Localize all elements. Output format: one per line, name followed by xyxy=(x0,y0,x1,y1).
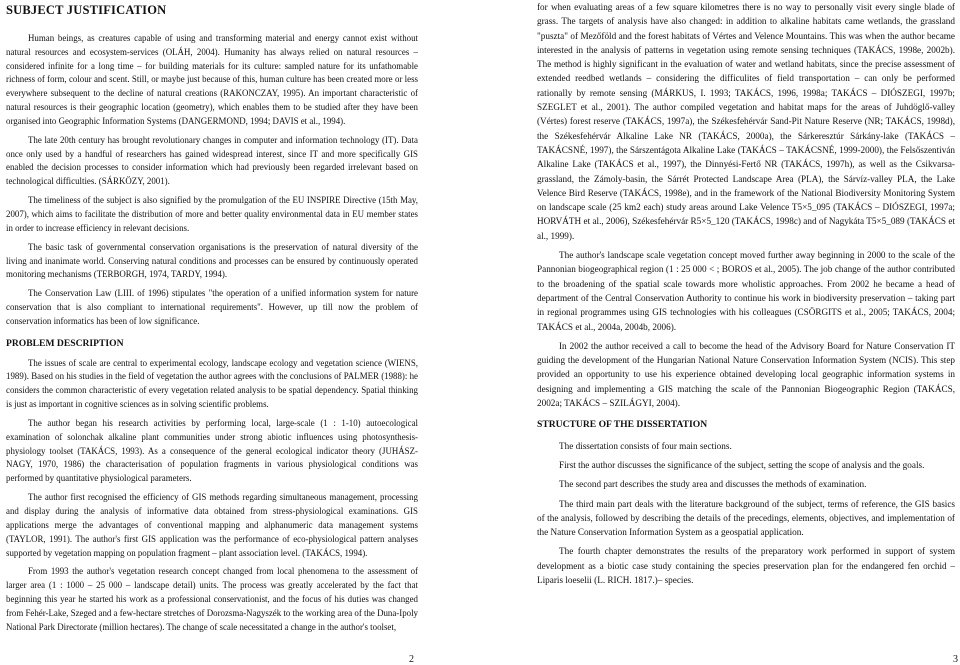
paragraph: The timeliness of the subject is also signified by the promulgation of the EU INSPIRE Directive (15th May, 2007), which aims to facilitate the distribution of more and better quality environmental data in EU member states in order to increase efficiency in relevant decisions. xyxy=(6,195,418,233)
section-heading-structure-of-dissertation: STRUCTURE OF THE DISSERTATION xyxy=(537,419,708,431)
paragraph: The basic task of governmental conservation organisations is the preservation of natural diversity of the living and inanimate world. Conserving natural conditions and processes can be ensured by continuously operated monitoring mechanisms (TERBORGH, 1974, TARDY, 1994). xyxy=(6,241,418,280)
section-heading-problem-description: PROBLEM DESCRIPTION xyxy=(6,337,124,349)
paragraph: The third main part deals with the literature background of the subject, terms of reference, the GIS basics of the analysis, followed by describing the details of the precedings, elements, objectives, and implementation of the Nature Conservation Information System as a geospatial application. xyxy=(537,498,955,538)
paragraph: The author first recognised the efficiency of GIS methods regarding simultaneous management, processing and display during the analysis of informative data obtained from stress-physiological examinations. GIS applications merge the advantages of conventional mapping and alphanumeric data management systems (TAYLOR, 1991). The author's first GIS application was the performance of eco-physiological pattern analyses supported by vegetation mapping on population fragment – plant association level. (TAKÁCS, 1994). xyxy=(6,492,418,558)
right-page-column xyxy=(537,0,955,592)
paragraph: The issues of scale are central to experimental ecology, landscape ecology and vegetation science (WIENS, 1989). Based on his studies in the field of vegetation the author agrees with the conclusions of PALMER (1988): he considers the common characteristic of every vegetation related analysis to be spatial dependency. Spatial thinking is just as important in cognitive sciences as in solving scientific problems. xyxy=(6,357,418,410)
paragraph: The fourth chapter demonstrates the results of the preparatory work performed in support of system development as a biotic case study containing the species preservation plan for the endangered fen orchid –Liparis loeselii (L. RICH. 1817.)– species. xyxy=(537,546,955,585)
paragraph: The late 20th century has brought revolutionary changes in computer and information technology (IT). Data once only used by a handful of researchers has gained widespread interest, since IT and more specifically GIS enabled the decision processes to consider information which had previously been regarded irrelevant based on technological difficulties. (SÁRKÖZY, 2001). xyxy=(6,134,418,187)
paragraph: The dissertation consists of four main sections. xyxy=(559,440,732,451)
paragraph: for when evaluating areas of a few square kilometres there is no way to personally visit every single blade of grass. The targets of analysis have also changed: in addition to alkaline habitats came wetlands, the grassland "puszta" of Mezőföld and the forest habitats of Vértes and Velence Mountains. This was when the author became interested in the analysis of patterns in vegetation using remote sensing techniques (TAKÁCS, 1998e, 2002b). The method is highly significant in the evaluation of water and wetland habitats, since the precise assessment of extended reedbed wetlands – considering the difficulites of field transportation – can only be performed rationally by remote sensing (MÁRKUS, I. 1993; TAKÁCS, 1996, 1998a; TAKÁCS – DIÓSZEGI, 1997b; SZEGLET et al., 2001). The author compiled vegetation and habitat maps for the areas of Juhdöglő-valley (Vértes) forest reserve (TAKÁCS, 1997a), the Székesfehérvár Sand-Pit Nature Reserve (NR; TAKÁCS, 1998d), the Székesfehérvár Alkaline Lake NR (TAKÁCS, 2000a), the Sárkeresztúr Sárkány-lake (TAKÁCS – TAKÁCSNÉ, 1997), the Sárszentágota Alkaline Lake (TAKÁCS – TAKÁCSNÉ, 1999-2000), the Felsőszentiván Alkaline Lake (TAKÁCS et al., 1997), the Dinnyési-Fertő NR (TAKÁCS, 1997h), as well as the Csikvarsa-grassland, the Zámoly-basin, the Sárrét Protected Landscape Area (PLA), the Sárvíz-valley PLA, the Lake Velence Bird Reserve (TAKÁCS, 1998e), and in the framework of the National Biodiversity Monitoring System on landscape scale (25 km2 each) study areas around Lake Velence T5×5_095 (TAKÁCS – DIÓSZEGI, 1997a; HORVÁTH et al., 2006), Székesfehérvár R5×5_120 (TAKÁCS, 1998c) and of Nagykáta T5×5_089 (TAKÁCS et al., 1999). xyxy=(537,2,955,241)
page-number-left: 2 xyxy=(409,654,414,665)
page-number-right: 3 xyxy=(953,654,958,665)
paragraph: The Conservation Law (LIII. of 1996) stipulates "the operation of a unified information system for nature conservation that is also compliant to international requirements". However, up till now the problem of conservation informatics has been of low significance. xyxy=(6,288,418,326)
section-heading-subject-justification: SUBJECT JUSTIFICATION xyxy=(6,3,167,17)
paragraph: First the author discusses the significance of the subject, setting the scope of analysis and the goals. xyxy=(559,459,925,470)
paragraph: In 2002 the author received a call to become the head of the Advisory Board for Nature Conservation IT guiding the development of the Hungarian National Nature Conservation Information System (NCIS). This step provided an opportunity to use his experience obtained developing local geographic information systems in designing and implementing a GIS matching the scale of the Pannonian Biogeographic Region (TAKÁCS, 2002a; TAKÁCS – SZILÁGYI, 2004). xyxy=(537,340,955,409)
paragraph: The author began his research activities by performing local, large-scale (1 : 1-10) autoecological examination of solonchak alkaline plant communities under strong abiotic influences using photosynthesis-physiology toolset (TAKÁCS, 1993). As a consequence of the general ecological indicator theory (JUHÁSZ-NAGY, 1970, 1986) the characterisation of population fragments in various physiological conditions was performed by quantitative physiological parameters. xyxy=(6,417,418,484)
left-page-column xyxy=(6,0,418,640)
paragraph: The second part describes the study area and discusses the methods of examination. xyxy=(559,479,867,490)
paragraph: From 1993 the author's vegetation research concept changed from local phenomena to the assessment of larger area (1 : 1000 – 25 000 – landscape detail) units. The process was greatly accelerated by the fact that beginning this year he started his work as a professional conservationist, and the focus of his duties was changed from Fehér-Lake, Szeged and a few-hectare stretches of Dorozsma-Nagyszék to the working area of the Duna-Ipoly National Park Directorate (million hectares). The change of scale necessitated a change in the author's toolset, xyxy=(6,566,418,632)
paragraph: The author's landscape scale vegetation concept moved further away beginning in 2000 to the scale of the Pannonian biogeographical region (1 : 25 000 < ; BOROS et al., 2005). The job change of the author contributed to the broadening of the spatial scale towards more wholistic approaches. From 2002 he became a head of department of the Central Conservation Authority to continue his work in biodiversity preservation – taking part in regional programmes using GIS technologies with his colleagues (CSÖRGITS et al., 2005; TAKÁCS, 2004; TAKÁCS et al., 2004a, 2004b, 2006). xyxy=(537,250,955,332)
paragraph: Human beings, as creatures capable of using and transforming material and energy cannot exist without natural resources and ecosystem-services (OLÁH, 2004). Humanity has always relied on natural resources – considered infinite for a long time – for building materials for its culture: sampled nature for its unfathomable richness of form, colour and scent. Still, or maybe just because of this, human culture has been created more or less everywhere subsequent to the decline of natural creations (RAKONCZAY, 1995). An important characteristic of natural resources is their geographic location (geometry), which enables them to be studied after they have been organised into Geographic Information Systems (DANGERMOND, 1994; DAVIS et al., 1994). xyxy=(6,32,418,126)
